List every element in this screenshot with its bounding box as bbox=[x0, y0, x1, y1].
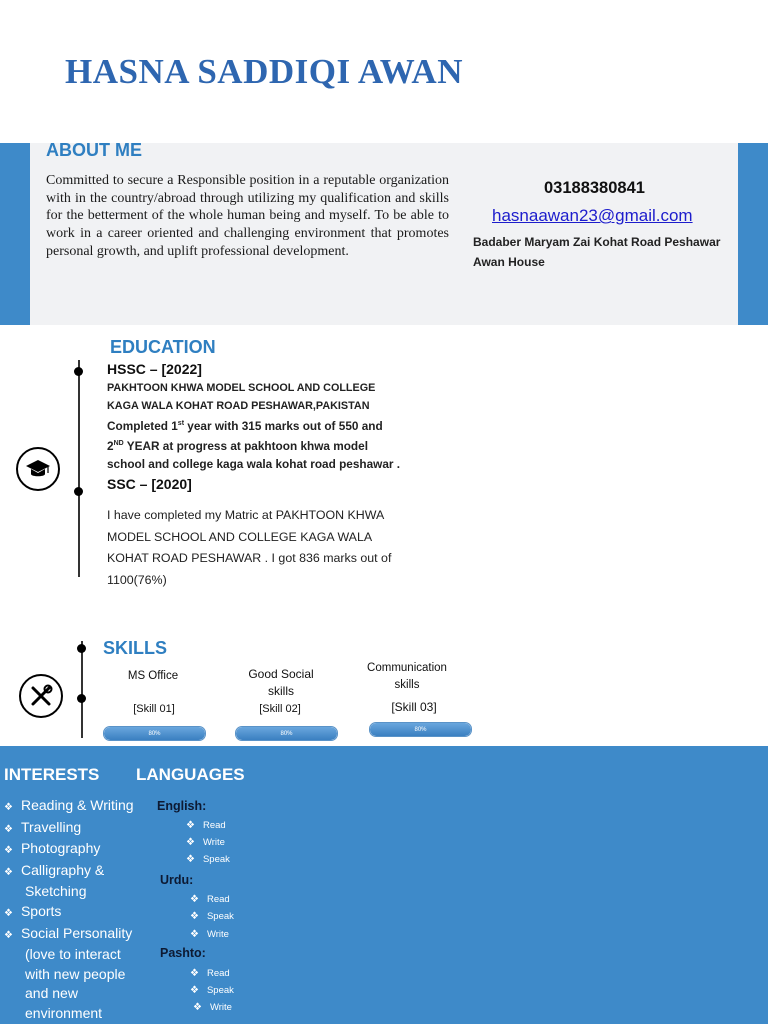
language-skill-text: Speak bbox=[206, 911, 234, 922]
language-skill bbox=[193, 1002, 232, 1013]
hssc-line bbox=[107, 435, 400, 455]
diamond-bullet-icon: ❖ bbox=[190, 894, 199, 905]
language-skill-text: Write bbox=[206, 929, 229, 940]
hssc-details bbox=[107, 380, 400, 473]
skill-2-label-line: skills bbox=[268, 684, 294, 698]
diamond-bullet-icon: ❖ bbox=[4, 929, 13, 941]
interest-item: Sketching bbox=[25, 883, 87, 900]
about-title: ABOUT ME bbox=[46, 140, 142, 160]
language-skill-text: Speak bbox=[202, 854, 230, 865]
interest-item: environment bbox=[25, 1004, 103, 1021]
diamond-bullet-icon: ❖ bbox=[190, 985, 199, 996]
timeline-dot bbox=[77, 694, 86, 703]
language-skill bbox=[186, 820, 226, 831]
language-skill-text: Read bbox=[206, 894, 230, 905]
skill-2-tag: [Skill 02] bbox=[259, 703, 301, 715]
skill-2-percent: 80% bbox=[280, 730, 293, 737]
interest-item bbox=[4, 924, 154, 946]
language-skill-text: Read bbox=[202, 820, 226, 831]
skill-3-progress-bar bbox=[369, 722, 472, 737]
address-line-1: Badaber Maryam Zai Kohat Road Peshawar bbox=[473, 235, 721, 249]
education-title: EDUCATION bbox=[110, 337, 216, 357]
hssc-line-4-sup: ND bbox=[113, 440, 124, 448]
skill-3-progress-fill bbox=[370, 723, 471, 736]
ssc-line: KOHAT ROAD PESHAWAR . I got 836 marks out of bbox=[107, 551, 392, 565]
ssc-line: I have completed my Matric at PAKHTOON KHWA bbox=[107, 508, 385, 522]
hssc-line: KAGA WALA KOHAT ROAD PESHAWAR,PAKISTAN bbox=[107, 399, 370, 412]
ssc-heading: SSC – [2020] bbox=[107, 476, 192, 492]
language-skill bbox=[190, 929, 229, 940]
skill-1-progress-fill bbox=[104, 727, 205, 740]
skill-2-label bbox=[236, 666, 326, 700]
language-skill bbox=[186, 854, 230, 865]
timeline-dot bbox=[74, 367, 83, 376]
left-accent-bar bbox=[0, 143, 30, 325]
hssc-line-3a: Completed 1 bbox=[107, 418, 178, 433]
hssc-line: PAKHTOON KHWA MODEL SCHOOL AND COLLEGE bbox=[107, 382, 376, 394]
interest-item bbox=[4, 818, 154, 840]
skill-3-label-line: Communication bbox=[367, 662, 447, 674]
language-skill bbox=[190, 985, 234, 996]
languages-title: LANGUAGES bbox=[136, 765, 245, 784]
interest-item: and new bbox=[25, 985, 78, 1002]
education-timeline-line bbox=[78, 360, 80, 577]
diamond-bullet-icon: ❖ bbox=[186, 854, 195, 865]
hssc-heading: HSSC – [2022] bbox=[107, 361, 202, 377]
diamond-bullet-icon: ❖ bbox=[4, 866, 13, 878]
right-accent-bar bbox=[738, 143, 768, 325]
skill-3-label-line: skills bbox=[394, 679, 420, 691]
interest-text: Calligraphy & bbox=[20, 861, 105, 878]
skills-timeline-line bbox=[81, 641, 83, 738]
skill-3-percent: 80% bbox=[414, 726, 427, 733]
language-skill bbox=[190, 911, 234, 922]
ssc-line: 1100(76%) bbox=[107, 572, 167, 587]
hssc-line: school and college kaga wala kohat road peshawar . bbox=[107, 456, 401, 471]
address-line-2: Awan House bbox=[473, 255, 545, 269]
interest-item: with new people bbox=[25, 965, 126, 982]
diamond-bullet-icon: ❖ bbox=[190, 968, 199, 979]
interest-text: Sports bbox=[20, 902, 62, 919]
diamond-bullet-icon: ❖ bbox=[193, 1002, 202, 1013]
contact-email-link[interactable]: hasnaawan23@gmail.com bbox=[492, 206, 693, 225]
interests-title: INTERESTS bbox=[4, 765, 100, 784]
contact-phone: 03188380841 bbox=[544, 179, 645, 197]
skills-title: SKILLS bbox=[103, 638, 168, 658]
skill-1-tag: [Skill 01] bbox=[133, 703, 175, 715]
skill-1-percent: 80% bbox=[148, 730, 161, 737]
interest-item bbox=[4, 902, 154, 924]
hssc-line-3b: year with 315 marks out of 550 and bbox=[184, 418, 383, 433]
diamond-bullet-icon: ❖ bbox=[4, 802, 13, 813]
language-urdu: Urdu: bbox=[160, 873, 194, 887]
skill-1-label bbox=[108, 668, 198, 685]
language-skill-text: Read bbox=[206, 968, 230, 979]
skill-1-label-line: MS Office bbox=[127, 670, 179, 682]
interest-item bbox=[4, 839, 154, 861]
resume-name: HASNA SADDIQI AWAN bbox=[65, 52, 463, 91]
language-english: English: bbox=[157, 799, 207, 813]
skill-2-label-line: Good Social bbox=[248, 667, 314, 681]
diamond-bullet-icon: ❖ bbox=[4, 907, 13, 919]
hssc-line-3-sup: st bbox=[177, 420, 185, 427]
diamond-bullet-icon: ❖ bbox=[4, 845, 13, 857]
hssc-line-4a: 2 bbox=[107, 439, 114, 454]
interest-text: Travelling bbox=[20, 818, 82, 835]
diamond-bullet-icon: ❖ bbox=[186, 837, 195, 848]
interest-text: Photography bbox=[20, 840, 101, 857]
language-skill-text: Speak bbox=[206, 985, 234, 996]
skill-2-progress-bar bbox=[235, 726, 338, 741]
ssc-line: MODEL SCHOOL AND COLLEGE KAGA WALA bbox=[107, 529, 373, 544]
hssc-line bbox=[107, 415, 400, 435]
contact-address bbox=[473, 232, 720, 272]
ssc-details bbox=[107, 505, 391, 591]
skill-3-label bbox=[362, 660, 452, 694]
graduation-cap-icon bbox=[16, 447, 60, 491]
interest-item bbox=[4, 796, 154, 818]
diamond-bullet-icon: ❖ bbox=[190, 911, 199, 922]
hssc-line-4b: YEAR at progress at pakhtoon khwa model bbox=[123, 439, 368, 454]
skill-3-tag: [Skill 03] bbox=[391, 700, 437, 714]
skill-1-progress-bar bbox=[103, 726, 206, 741]
language-skill bbox=[186, 837, 225, 848]
tools-icon bbox=[19, 674, 63, 718]
language-skill-text: Write bbox=[202, 837, 225, 848]
interest-text: Social Personality bbox=[20, 924, 133, 941]
interest-item: (love to interact bbox=[25, 946, 121, 963]
timeline-dot bbox=[77, 644, 86, 653]
language-skill bbox=[190, 894, 230, 905]
timeline-dot bbox=[74, 487, 83, 496]
interest-text: Reading & Writing bbox=[20, 797, 134, 813]
skill-2-progress-fill bbox=[236, 727, 337, 740]
about-text: Committed to secure a Responsible position in a reputable organization with in the country/abroad through utilizing my qualification and skills for the betterment of the whole human being and myself. To be able to work in a career oriented and challenging environment that promotes personal growth, and uplift professional development. bbox=[46, 173, 449, 259]
language-skill bbox=[190, 968, 230, 979]
language-skill-text: Write bbox=[209, 1002, 232, 1013]
interest-item bbox=[4, 861, 154, 883]
interests-list bbox=[4, 796, 154, 1024]
diamond-bullet-icon: ❖ bbox=[4, 823, 13, 835]
language-pashto: Pashto: bbox=[160, 946, 206, 960]
diamond-bullet-icon: ❖ bbox=[190, 929, 199, 940]
diamond-bullet-icon: ❖ bbox=[186, 820, 195, 831]
